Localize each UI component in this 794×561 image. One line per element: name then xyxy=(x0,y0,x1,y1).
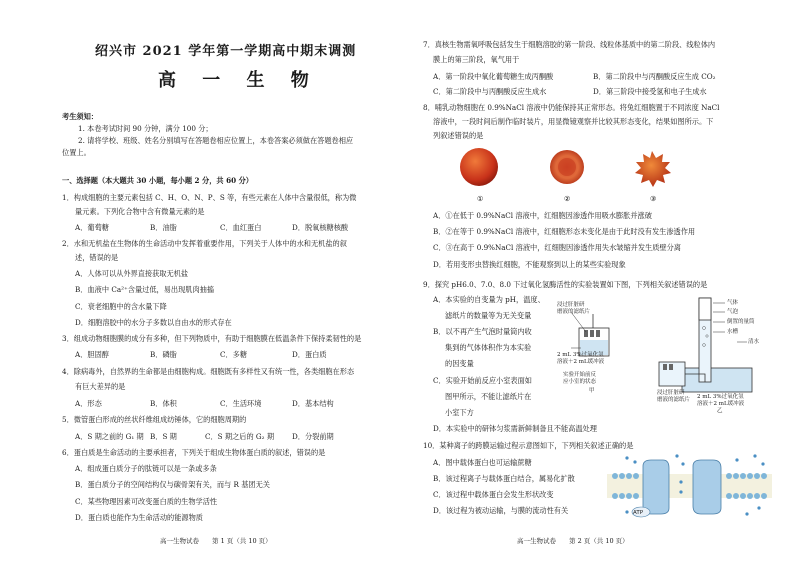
q4-option-a: A．形态 xyxy=(75,399,102,408)
subject-title: 高 一 生 物 xyxy=(158,70,319,91)
q6-option-a: A．组成蛋白质分子的肽链可以是一条或多条 xyxy=(75,464,217,473)
fig-label-jia: 甲 xyxy=(589,388,595,394)
q2-line1: 2．水和无机盐在生物体的生命活动中发挥着重要作用，下列关于人体中的水和无机盐的叙 xyxy=(62,239,347,248)
fig-label-cylinder: 倒置的量筒 xyxy=(727,319,755,325)
notice-2b: 位置上。 xyxy=(62,148,91,157)
swollen-cell xyxy=(460,148,498,186)
fig-label-yi: 乙 xyxy=(717,408,723,414)
notice-1: 1. 本卷考试时间 90 分钟，满分 100 分； xyxy=(78,124,213,133)
q7-option-c: C．第二阶段中与丙酮酸反应生成水 xyxy=(433,87,547,96)
q7-option-b: B．第二阶段中与丙酮酸反应生成 CO₂ xyxy=(593,72,716,81)
q8-line1: 8．哺乳动物细胞在 0.9%NaCl 溶液中仍能保持其正常形态。将兔红细胞置于不同浓度 NaCl xyxy=(423,103,720,112)
fig-label-trough: 水槽 xyxy=(727,329,739,335)
carrier-protein-right xyxy=(693,460,721,514)
fig-label-e1: 2 mL 3%过氧化氢 xyxy=(697,394,744,400)
q3-option-c: C．多糖 xyxy=(220,350,248,359)
fig-label-c2: 应小室的状态 xyxy=(563,379,597,385)
q8-line3: 列叙述错误的是 xyxy=(433,131,484,140)
q2-line2: 述，错误的是 xyxy=(75,253,119,262)
red-blood-cell-figure xyxy=(457,145,717,207)
q9-option-b3: 的因变量 xyxy=(445,359,474,368)
fig-label-b1: 2 mL 3%过氧化氢 xyxy=(557,352,604,358)
atp-label: ATP xyxy=(633,510,644,516)
q6-option-c: C．某些物理因素可改变蛋白质的生物学活性 xyxy=(75,497,218,506)
q9-option-b2: 集到的气体体积作为本实验 xyxy=(445,343,532,352)
q5-option-d: D．分裂前期 xyxy=(292,432,334,441)
label-3: ③ xyxy=(650,195,657,203)
shrunken-cell xyxy=(635,151,671,187)
q1-option-b: B．油脂 xyxy=(150,223,177,232)
q1-option-a: A．葡萄糖 xyxy=(75,223,109,232)
q9-option-c2: 图甲所示，不能让滤纸片在 xyxy=(445,392,532,401)
q10-option-c: C．该过程中载体蛋白会发生形状改变 xyxy=(433,490,554,499)
q7-line1: 7．真核生物需氧呼吸包括发生于细胞溶胶的第一阶段、线粒体基质中的第二阶段、线粒体内 xyxy=(423,40,716,49)
q5-line1: 5．微管蛋白形成的丝状纤维组成纺锤体，它的细胞周期的 xyxy=(62,415,247,424)
q8-option-d: D．若用变形虫替换红细胞，不能观察到以上的某些实验现象 xyxy=(433,260,626,269)
q9-option-a1: A．本实验的自变量为 pH，温度、 xyxy=(433,295,545,304)
q2-option-c: C．衰老细胞中的含水量下降 xyxy=(75,302,167,311)
q4-option-b: B．体积 xyxy=(150,399,177,408)
q6-option-d: D．蛋白质也能作为生命活动的能源物质 xyxy=(75,513,203,522)
q4-line1: 4．除病毒外，自然界的生命都是由细胞构成。细胞既有多样性又有统一性，各类细胞在形态 xyxy=(62,367,355,376)
fig-label-d2: 磨液的滤纸片 xyxy=(657,397,691,403)
notice-title: 考生须知： xyxy=(62,112,98,121)
q6-option-b: B．蛋白质分子的空间结构仅与碳骨架有关，而与 R 基团无关 xyxy=(75,480,270,489)
label-1: ① xyxy=(477,195,484,203)
q10-option-b: B．该过程离子与载体蛋白结合，属易化扩散 xyxy=(433,474,575,483)
fig-label-water: 清水 xyxy=(748,339,760,345)
q7-option-a: A．第一阶段中氧化葡萄糖生成丙酮酸 xyxy=(433,72,554,81)
q8-line2: 溶液中，一段时间后制作临时装片，用显微镜观察并比较其形态变化，结果如图所示。下 xyxy=(433,117,714,126)
q9-option-c3: 小室下方 xyxy=(445,408,474,417)
q8-option-c: C．③在高于 0.9%NaCl 溶液中，红细胞因渗透作用失水皱缩并发生质壁分离 xyxy=(433,243,681,252)
fig-label-c1: 实验开始前反 xyxy=(563,372,597,378)
q9-option-d: D．本实验中的研钵匀浆需新鲜制备且不能高温处理 xyxy=(433,424,597,433)
membrane-transport-figure xyxy=(607,452,772,522)
q5-option-c: C．S 期之后的 G₂ 期 xyxy=(205,432,275,441)
q4-option-d: D．基本结构 xyxy=(292,399,334,408)
fig-label-a1: 浸过肝脏研 xyxy=(557,302,585,308)
right-page xyxy=(397,0,794,561)
q7-option-d: D．第三阶段中接受氢和电子生成水 xyxy=(593,87,707,96)
q1-line2: 量元素。下列化合物中含有微量元素的是 xyxy=(75,207,205,216)
q2-option-b: B．血液中 Ca²⁺含量过低，易出现肌肉抽搐 xyxy=(75,285,215,294)
footer-page-2: 高一生物试卷 第 2 页（共 10 页） xyxy=(517,537,629,545)
q9-line1: 9．探究 pH6.0、7.0、8.0 下过氧化氢酶活性的实验装置如下图，下列相关叙述错误的是 xyxy=(423,280,708,289)
q4-line2: 有巨大差异的是 xyxy=(75,382,126,391)
fig-label-d1: 浸过肝脏研 xyxy=(657,390,685,396)
q9-option-a2: 滤纸片的数量等为无关变量 xyxy=(445,311,532,320)
q10-option-a: A．图中载体蛋白也可运输蔗糖 xyxy=(433,458,532,467)
q9-option-b1: B．以不再产生气泡时量筒内收 xyxy=(433,327,532,336)
q5-option-a: A．S 期之前的 G₁ 期 xyxy=(75,432,144,441)
q8-option-b: B．②在等于 0.9%NaCl 溶液中，红细胞形态未变化是由于此时没有发生渗透作用 xyxy=(433,227,696,236)
q2-option-a: A．人体可以从外界直接获取无机盐 xyxy=(75,269,189,278)
q8-option-a: A．①在低于 0.9%NaCl 溶液中，红细胞因渗透作用吸水膨胀并涨破 xyxy=(433,211,652,220)
q1-option-c: C．血红蛋白 xyxy=(220,223,262,232)
q6-line1: 6．蛋白质是生命活动的主要承担者，下列关于组成生物体蛋白质的叙述，错误的是 xyxy=(62,448,326,457)
q2-option-d: D．细胞溶胶中的水分子多数以自由水的形式存在 xyxy=(75,318,232,327)
q4-option-c: C．生活环境 xyxy=(220,399,262,408)
section-title: 一、选择题（本大题共 30 小题，每小题 2 分，共 60 分） xyxy=(62,176,253,185)
fig-label-b2: 溶液＋2 mL缓冲液 xyxy=(557,359,605,365)
q10-line1: 10．某种离子的跨膜运输过程示意图如下，下列相关叙述正确的是 xyxy=(423,441,634,450)
q3-line1: 3．组成动物细胞膜的成分有多种，但下列物质中，有助于细胞膜在低温条件下保持柔韧性的是 xyxy=(62,334,362,343)
enzyme-apparatus-figure xyxy=(557,290,767,415)
fig-label-bubble: 气泡 xyxy=(727,309,739,315)
notice-2a: 2. 请将学校、班级、姓名分别填写在答题卷相应位置上，本卷答案必须做在答题卷相应 xyxy=(78,136,354,145)
label-2: ② xyxy=(564,195,571,203)
q3-option-d: D．蛋白质 xyxy=(292,350,327,359)
exam-header: 绍兴市 2021 学年第一学期高中期末调测 xyxy=(95,44,357,59)
q10-option-d: D．该过程为被动运输，与膜的流动性有关 xyxy=(433,506,569,515)
q7-line2: 膜上的第三阶段，氧气用于 xyxy=(433,55,520,64)
fig-label-gas: 气体 xyxy=(727,300,739,306)
q9-option-c1: C．实验开始前反应小室表面如 xyxy=(433,376,532,385)
q3-option-b: B．磷脂 xyxy=(150,350,177,359)
carrier-protein-left xyxy=(643,460,669,514)
q5-option-b: B．S 期 xyxy=(150,432,177,441)
fig-label-a2: 磨液的滤纸片 xyxy=(557,309,591,315)
fig-label-e2: 溶液＋2 mL缓冲液 xyxy=(697,401,745,407)
q1-option-d: D．脱氧核糖核酸 xyxy=(292,223,349,232)
q3-option-a: A．胆固醇 xyxy=(75,350,109,359)
q1-line1: 1．构成细胞的主要元素包括 C、H、O、N、P、S 等，有些元素在人体中含量很低，称为微 xyxy=(62,193,357,202)
footer-page-1: 高一生物试卷 第 1 页（共 10 页） xyxy=(160,537,272,545)
